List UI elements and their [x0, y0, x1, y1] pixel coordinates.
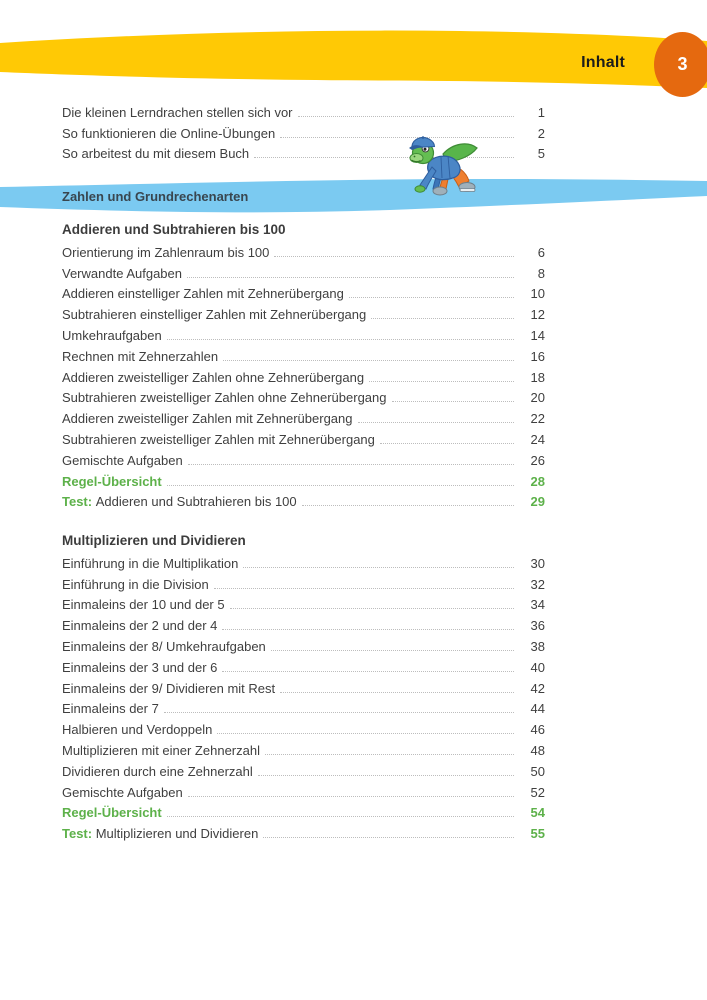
toc-entry-page: 40	[530, 659, 545, 675]
toc-entry-page: 14	[530, 327, 545, 343]
toc-entry	[62, 345, 545, 366]
toc-entry-label: Gemischte Aufgaben	[62, 452, 183, 468]
page-title: Inhalt	[581, 54, 625, 71]
toc-entry-page: 30	[530, 555, 545, 571]
toc-entry-page: 50	[530, 763, 545, 779]
toc-entry-prefix: Test:	[62, 494, 96, 510]
toc-entry-label: Einmaleins der 2 und der 4	[62, 618, 218, 634]
dotted-leader	[167, 816, 514, 817]
dotted-leader	[167, 339, 514, 340]
toc-entry-label: Einmaleins der 9/ Dividieren mit Rest	[62, 680, 276, 696]
section-heading-addieren-subtrahieren: Addieren und Subtrahieren bis 100	[62, 222, 286, 237]
dotted-leader	[271, 650, 514, 651]
toc-entry-label: Addieren einstelliger Zahlen mit Zehnerübergang	[62, 286, 344, 302]
toc-entry	[62, 407, 545, 428]
dotted-leader	[222, 629, 514, 630]
toc-entry-page: 38	[530, 638, 545, 654]
toc-entry-page: 54	[530, 805, 545, 821]
dotted-leader	[214, 588, 514, 589]
toc-entry	[62, 552, 545, 573]
toc-entry-label: Einmaleins der 10 und der 5	[62, 597, 225, 613]
toc-entry-label: Einführung in die Multiplikation	[62, 555, 239, 571]
page-number-badge	[654, 32, 707, 97]
toc-entry-label: Einmaleins der 7	[62, 701, 159, 717]
toc-entry	[62, 614, 545, 635]
dotted-leader	[222, 671, 514, 672]
toc-entry	[62, 677, 545, 698]
toc-entry	[62, 449, 545, 470]
dragon-mascot-illustration	[407, 133, 483, 199]
toc-entry-label: So arbeitest du mit diesem Buch	[62, 146, 250, 162]
toc-entry-label: Test: Addieren und Subtrahieren bis 100	[62, 494, 297, 510]
toc-entry	[62, 491, 545, 512]
dotted-leader	[164, 712, 514, 713]
toc-entry	[62, 573, 545, 594]
toc-entry	[62, 387, 545, 408]
toc-entry-page: 2	[537, 125, 545, 141]
toc-entry-label: Regel-Übersicht	[62, 805, 162, 821]
dotted-leader	[280, 692, 514, 693]
toc-entry-label: Gemischte Aufgaben	[62, 784, 183, 800]
toc-entry-page: 34	[530, 597, 545, 613]
dotted-leader	[230, 608, 514, 609]
dotted-leader	[263, 837, 514, 838]
toc-entry	[62, 698, 545, 719]
toc-entry-page: 42	[530, 680, 545, 696]
dotted-leader	[265, 754, 514, 755]
toc-entry-page: 5	[537, 146, 545, 162]
toc-entry	[62, 718, 545, 739]
dotted-leader	[167, 485, 514, 486]
toc-entry-prefix: Test:	[62, 826, 96, 842]
dotted-leader	[188, 796, 514, 797]
toc-entry	[62, 656, 545, 677]
toc-entry-page: 1	[537, 104, 545, 120]
dotted-leader	[274, 256, 514, 257]
header-yellow-wave	[0, 0, 707, 105]
toc-entry-label: Rechnen mit Zehnerzahlen	[62, 348, 219, 364]
toc-entry	[62, 802, 545, 823]
toc-entry-label: Regel-Übersicht	[62, 473, 162, 489]
toc-entry	[62, 822, 545, 843]
toc-entry-page: 55	[530, 826, 545, 842]
toc-entry-page: 36	[530, 618, 545, 634]
dotted-leader	[380, 443, 514, 444]
dotted-leader	[223, 360, 514, 361]
toc-entry	[62, 241, 545, 262]
toc-entry	[62, 283, 545, 304]
section-heading-multiplizieren-dividieren: Multiplizieren und Dividieren	[62, 533, 246, 548]
toc-entry-page: 16	[530, 348, 545, 364]
toc-entry-page: 29	[530, 494, 545, 510]
toc-entry-page: 24	[530, 431, 545, 447]
toc-entry-page: 8	[537, 265, 545, 281]
toc-entry-label: Einführung in die Division	[62, 576, 209, 592]
dotted-leader	[298, 116, 514, 117]
toc-entry-label: Orientierung im Zahlenraum bis 100	[62, 244, 270, 260]
toc-entry-label: Die kleinen Lerndrachen stellen sich vor	[62, 104, 293, 120]
toc-entry	[62, 428, 545, 449]
toc-entry	[62, 635, 545, 656]
toc-entry-page: 28	[530, 473, 545, 489]
toc-entry-label: Verwandte Aufgaben	[62, 265, 182, 281]
toc-entry-label: So funktionieren die Online-Übungen	[62, 125, 276, 141]
toc-entry-label: Dividieren durch eine Zehnerzahl	[62, 763, 253, 779]
toc-entry-label: Einmaleins der 8/ Umkehraufgaben	[62, 638, 266, 654]
toc-entry-label: Addieren zweistelliger Zahlen ohne Zehnerübergang	[62, 369, 365, 385]
toc-entry-label: Subtrahieren einstelliger Zahlen mit Zehnerübergang	[62, 307, 367, 323]
dotted-leader	[258, 775, 514, 776]
toc-entry	[62, 303, 545, 324]
toc-entry-page: 26	[530, 452, 545, 468]
dotted-leader	[392, 401, 515, 402]
toc-entry-page: 20	[530, 390, 545, 406]
dotted-leader	[217, 733, 514, 734]
page-number: 3	[677, 54, 688, 74]
dotted-leader	[358, 422, 515, 423]
toc-entry-label: Halbieren und Verdoppeln	[62, 722, 213, 738]
toc-entry	[62, 324, 545, 345]
toc-entry	[62, 101, 545, 122]
toc-entry-page: 18	[530, 369, 545, 385]
toc-entry-label: Umkehraufgaben	[62, 327, 162, 343]
dotted-leader	[349, 297, 514, 298]
toc-entry-page: 48	[530, 742, 545, 758]
dotted-leader	[369, 381, 514, 382]
toc-entry	[62, 262, 545, 283]
dotted-leader	[371, 318, 514, 319]
toc-entry	[62, 760, 545, 781]
chapter-band-label: Zahlen und Grundrechenarten	[62, 189, 249, 204]
toc-entry-label: Subtrahieren zweistelliger Zahlen mit Zehnerübergang	[62, 431, 375, 447]
toc-entry-page: 22	[530, 411, 545, 427]
toc-entry-page: 52	[530, 784, 545, 800]
toc-entry-page: 32	[530, 576, 545, 592]
toc-entry-label: Einmaleins der 3 und der 6	[62, 659, 218, 675]
dotted-leader	[187, 277, 514, 278]
section-toc-list-2	[62, 552, 545, 843]
dotted-leader	[188, 464, 514, 465]
dotted-leader	[243, 567, 514, 568]
toc-entry-label: Subtrahieren zweistelliger Zahlen ohne Zehnerübergang	[62, 390, 387, 406]
toc-entry-page: 12	[530, 307, 545, 323]
toc-entry	[62, 781, 545, 802]
section-toc-list-1	[62, 241, 545, 511]
toc-entry-label: Addieren zweistelliger Zahlen mit Zehnerübergang	[62, 411, 353, 427]
toc-entry-page: 46	[530, 722, 545, 738]
toc-entry-label: Multiplizieren mit einer Zehnerzahl	[62, 742, 260, 758]
dotted-leader	[302, 505, 514, 506]
toc-entry	[62, 470, 545, 491]
toc-entry-page: 6	[537, 244, 545, 260]
toc-entry-page: 10	[530, 286, 545, 302]
toc-entry-page: 44	[530, 701, 545, 717]
toc-entry	[62, 739, 545, 760]
toc-entry-label: Test: Multiplizieren und Dividieren	[62, 826, 259, 842]
toc-entry	[62, 366, 545, 387]
toc-entry	[62, 594, 545, 615]
